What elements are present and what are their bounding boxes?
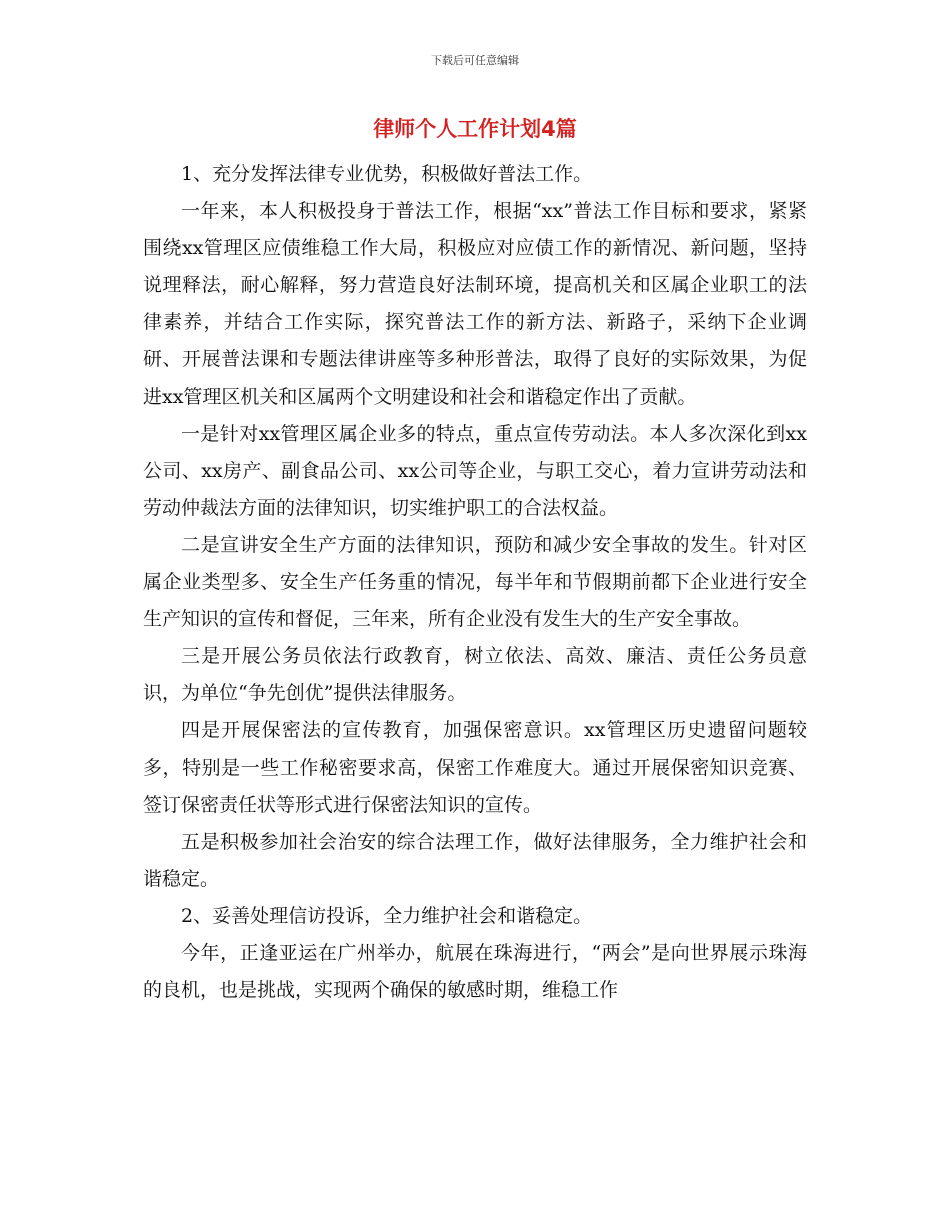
paragraph: 五是积极参加社会治安的综合法理工作，做好法律服务，全力维护社会和谐稳定。 <box>143 830 807 890</box>
paragraph: 今年，正逢亚运在广州举办，航展在珠海进行，“两会”是向世界展示珠海的良机，也是挑战，实现两个确保的敏感时期，维稳工作 <box>143 941 807 1002</box>
document-body <box>143 156 807 1009</box>
paragraph: 四是开展保密法的宣传教育，加强保密意识。xx管理区历史遗留问题较多，特别是一些工作秘密要求高，保密工作难度大。通过开展保密知识竞赛、签订保密责任状等形式进行保密法知识的宣传。 <box>143 719 807 816</box>
paragraph: 一年来，本人积极投身于普法工作，根据“xx”普法工作目标和要求，紧紧围绕xx管理区应债维稳工作大局，积极应对应债工作的新情况、新问题，坚持说理释法，耐心解释，努力营造良好法制环境，提高机关和区属企业职工的法律素养，并结合工作实际，探究普法工作的新方法、新路子，采纳下企业调研、开展普法课和专题法律讲座等多种形普法，取得了良好的实际效果，为促进xx管理区机关和区属两个文明建设和社会和谐稳定作出了贡献。 <box>143 200 807 408</box>
paragraph: 一是针对xx管理区属企业多的特点，重点宣传劳动法。本人多次深化到xx公司、xx房产、副食品公司、xx公司等企业，与职工交心，着力宣讲劳动法和劳动仲裁法方面的法律知识，切实维护职工的合法权益。 <box>143 422 807 519</box>
paragraph: 2、妥善处理信访投诉，全力维护社会和谐稳定。 <box>181 904 593 927</box>
paragraph: 1、充分发挥法律专业优势，积极做好普法工作。 <box>181 163 593 185</box>
page-header-note: 下载后可任意编辑 <box>431 54 519 67</box>
paragraph: 二是宣讲安全生产方面的法律知识，预防和减少安全事故的发生。针对区属企业类型多、安全生产任务重的情况，每半年和节假期前都下企业进行安全生产知识的宣传和督促，三年来，所有企业没有发生大的生产安全事故。 <box>143 533 807 631</box>
paragraph: 三是开展公务员依法行政教育，树立依法、高效、廉洁、责任公务员意识，为单位“争先创优”提供法律服务。 <box>143 645 807 705</box>
document-title: 律师个人工作计划4篇 <box>373 117 577 141</box>
